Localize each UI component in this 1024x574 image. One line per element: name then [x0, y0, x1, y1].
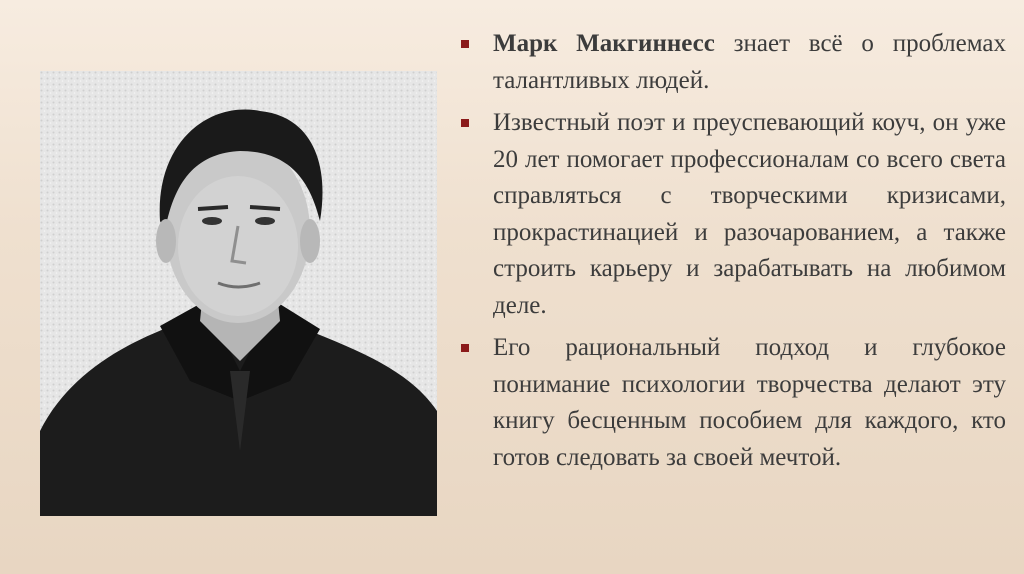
square-bullet-icon	[461, 40, 469, 48]
author-name: Марк Макгиннесс	[493, 30, 715, 57]
bullet-item-2	[461, 105, 1006, 324]
bullet-item-3	[461, 330, 1006, 476]
portrait-image	[40, 71, 437, 516]
square-bullet-icon	[461, 119, 469, 127]
bullet-list	[461, 26, 1006, 482]
bullet-text: Известный поэт и преуспевающий коуч, он уже 20 лет помогает профессионалам со всего света справляться с творческими кризисами, прокрастинацией и разочарованием, а также строить карьеру и зарабатывать на любимом деле.	[493, 109, 1006, 319]
bullet-text: Его рациональный подход и глубокое понимание психологии творчества делают эту книгу бесценным пособием для каждого, кто готов следовать за своей мечтой.	[493, 334, 1006, 471]
bullet-item-1	[461, 26, 1006, 99]
portrait-photo	[40, 71, 437, 516]
bullet-text: знает всё о проблемах талантливых людей.	[493, 30, 1006, 94]
square-bullet-icon	[461, 344, 469, 352]
